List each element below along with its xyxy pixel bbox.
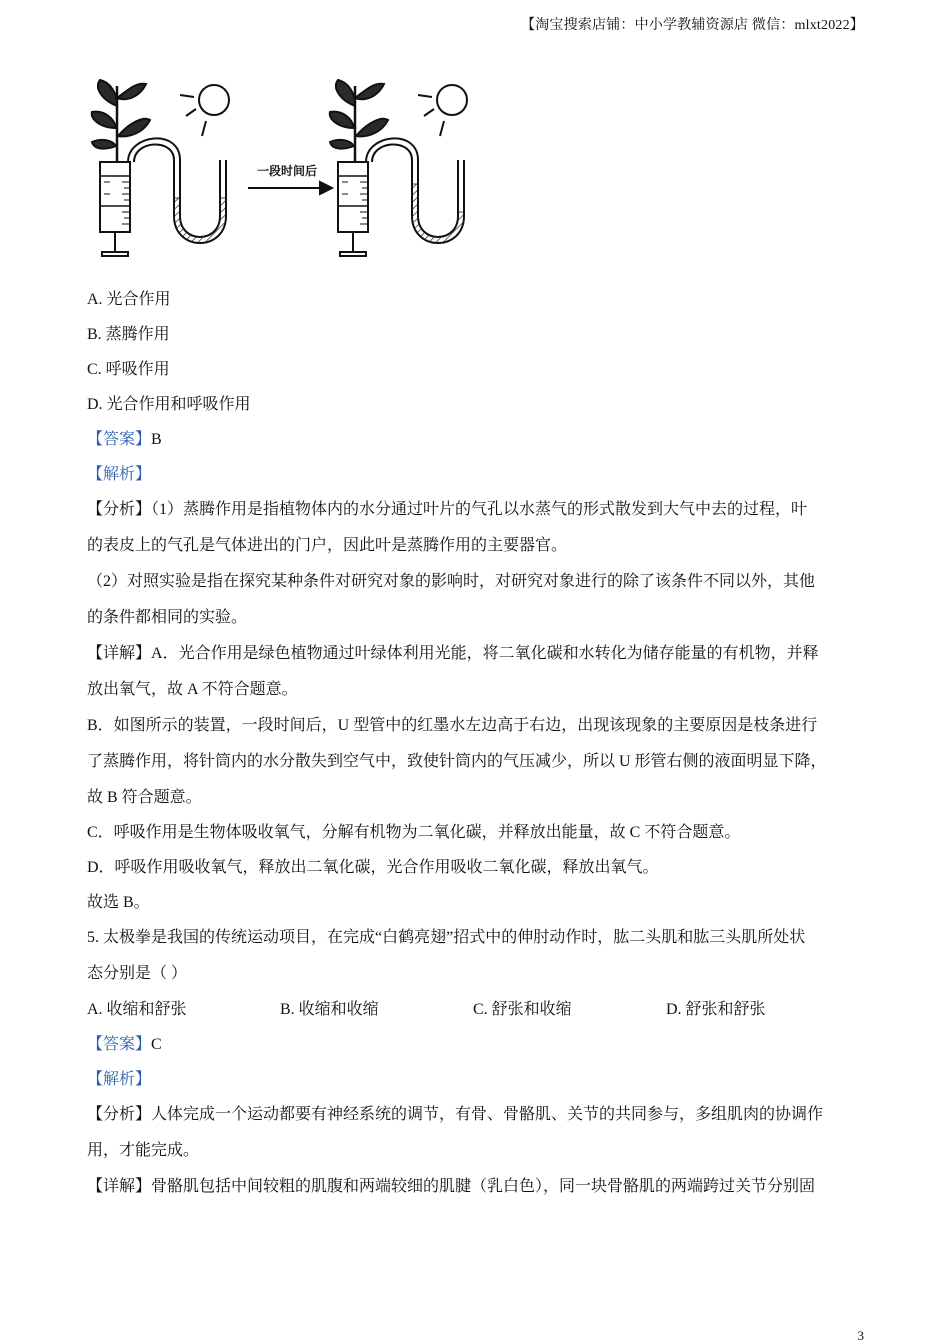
xiangjie-tag: 【详解】 xyxy=(87,645,152,662)
q4-option-d: D. 光合作用和呼吸作用 xyxy=(87,396,251,413)
q4-fenxi-2a: （2）对照实验是指在探究某种条件对研究对象的影响时，对研究对象进行的除了该条件不同以外，其他 xyxy=(87,573,816,590)
experiment-figure xyxy=(88,76,488,266)
q5-options xyxy=(87,998,859,1033)
page-content xyxy=(87,288,859,1210)
answer-value: B xyxy=(151,431,162,448)
q5-option-c: C. 舒张和收缩 xyxy=(473,1001,572,1018)
answer-tag: 【答案】 xyxy=(87,1036,152,1053)
page-header: 【淘宝搜索店铺：中小学教辅资源店 微信：mlxt2022】 xyxy=(521,18,864,33)
q4-detail-b3: 故 B 符合题意。 xyxy=(87,789,202,806)
q4-detail-a2: 放出氧气，故 A 不符合题意。 xyxy=(87,681,298,698)
arrow-label: 一段时间后 xyxy=(256,164,318,178)
q4-fenxi-2b: 的条件都相同的实验。 xyxy=(87,609,248,626)
q5-fenxi-2: 用，才能完成。 xyxy=(87,1142,200,1159)
q4-fenxi-1b: 的表皮上的气孔是气体进出的门户，因此叶是蒸腾作用的主要器官。 xyxy=(87,537,568,554)
xiangjie-tag: 【详解】 xyxy=(87,1178,152,1195)
q4-option-b: B. 蒸腾作用 xyxy=(87,326,170,343)
q5-answer xyxy=(87,1033,859,1068)
q5-jiexi-tag: 【解析】 xyxy=(87,1071,152,1088)
q4-option-a: A. 光合作用 xyxy=(87,291,171,308)
q4-answer xyxy=(87,428,859,463)
q5-detail-1 xyxy=(87,1175,859,1210)
apparatus-before xyxy=(92,80,229,256)
q5-fenxi-1 xyxy=(87,1103,859,1139)
fenxi-tag: 【分析】 xyxy=(87,501,152,518)
fenxi-text: 人体完成一个运动都要有神经系统的调节，有骨、骨骼肌、关节的共同参与，多组肌肉的协调作 xyxy=(151,1106,824,1123)
apparatus-after xyxy=(330,80,467,256)
q5-option-b: B. 收缩和收缩 xyxy=(280,1001,379,1018)
q4-detail-a1 xyxy=(87,642,859,678)
q4-detail-c: C．呼吸作用是生物体吸收氧气，分解有机物为二氧化碳，并释放出能量，故 C 不符合题意。 xyxy=(87,824,741,841)
q5-option-a: A. 收缩和舒张 xyxy=(87,1001,187,1018)
q4-detail-b1: B．如图所示的装置，一段时间后，U 型管中的红墨水左边高于右边，出现该现象的主要原因是枝条进行 xyxy=(87,717,818,734)
q4-jiexi-tag: 【解析】 xyxy=(87,466,152,483)
q5-option-d: D. 舒张和舒张 xyxy=(666,1001,766,1018)
fenxi-tag: 【分析】 xyxy=(87,1106,152,1123)
fenxi-text: （1）蒸腾作用是指植物体内的水分通过叶片的气孔以水蒸气的形式散发到大气中去的过程，叶 xyxy=(151,501,808,518)
page-number: 3 xyxy=(857,1328,864,1343)
q5-stem-2: 态分别是（ ） xyxy=(87,965,188,982)
arrow xyxy=(248,182,332,194)
q5-stem-1: 5. 太极拳是我国的传统运动项目，在完成“白鹤亮翅”招式中的伸肘动作时，肱二头肌和肱三头肌所处状 xyxy=(87,929,806,946)
q4-detail-b2: 了蒸腾作用，将针筒内的水分散失到空气中，致使针筒内的气压减少，所以 U 形管右侧的液面明显下降， xyxy=(87,753,827,770)
detail-text: A．光合作用是绿色植物通过叶绿体利用光能，将二氧化碳和水转化为储存能量的有机物，并释 xyxy=(151,645,819,662)
answer-tag: 【答案】 xyxy=(87,431,152,448)
answer-value: C xyxy=(151,1036,162,1053)
q4-conclusion: 故选 B。 xyxy=(87,894,150,911)
q4-option-c: C. 呼吸作用 xyxy=(87,361,170,378)
q4-fenxi-1 xyxy=(87,498,859,534)
detail-text: 骨骼肌包括中间较粗的肌腹和两端较细的肌腱（乳白色），同一块骨骼肌的两端跨过关节分别固 xyxy=(151,1178,816,1195)
q4-detail-d: D．呼吸作用吸收氧气，释放出二氧化碳，光合作用吸收二氧化碳，释放出氧气。 xyxy=(87,859,659,876)
